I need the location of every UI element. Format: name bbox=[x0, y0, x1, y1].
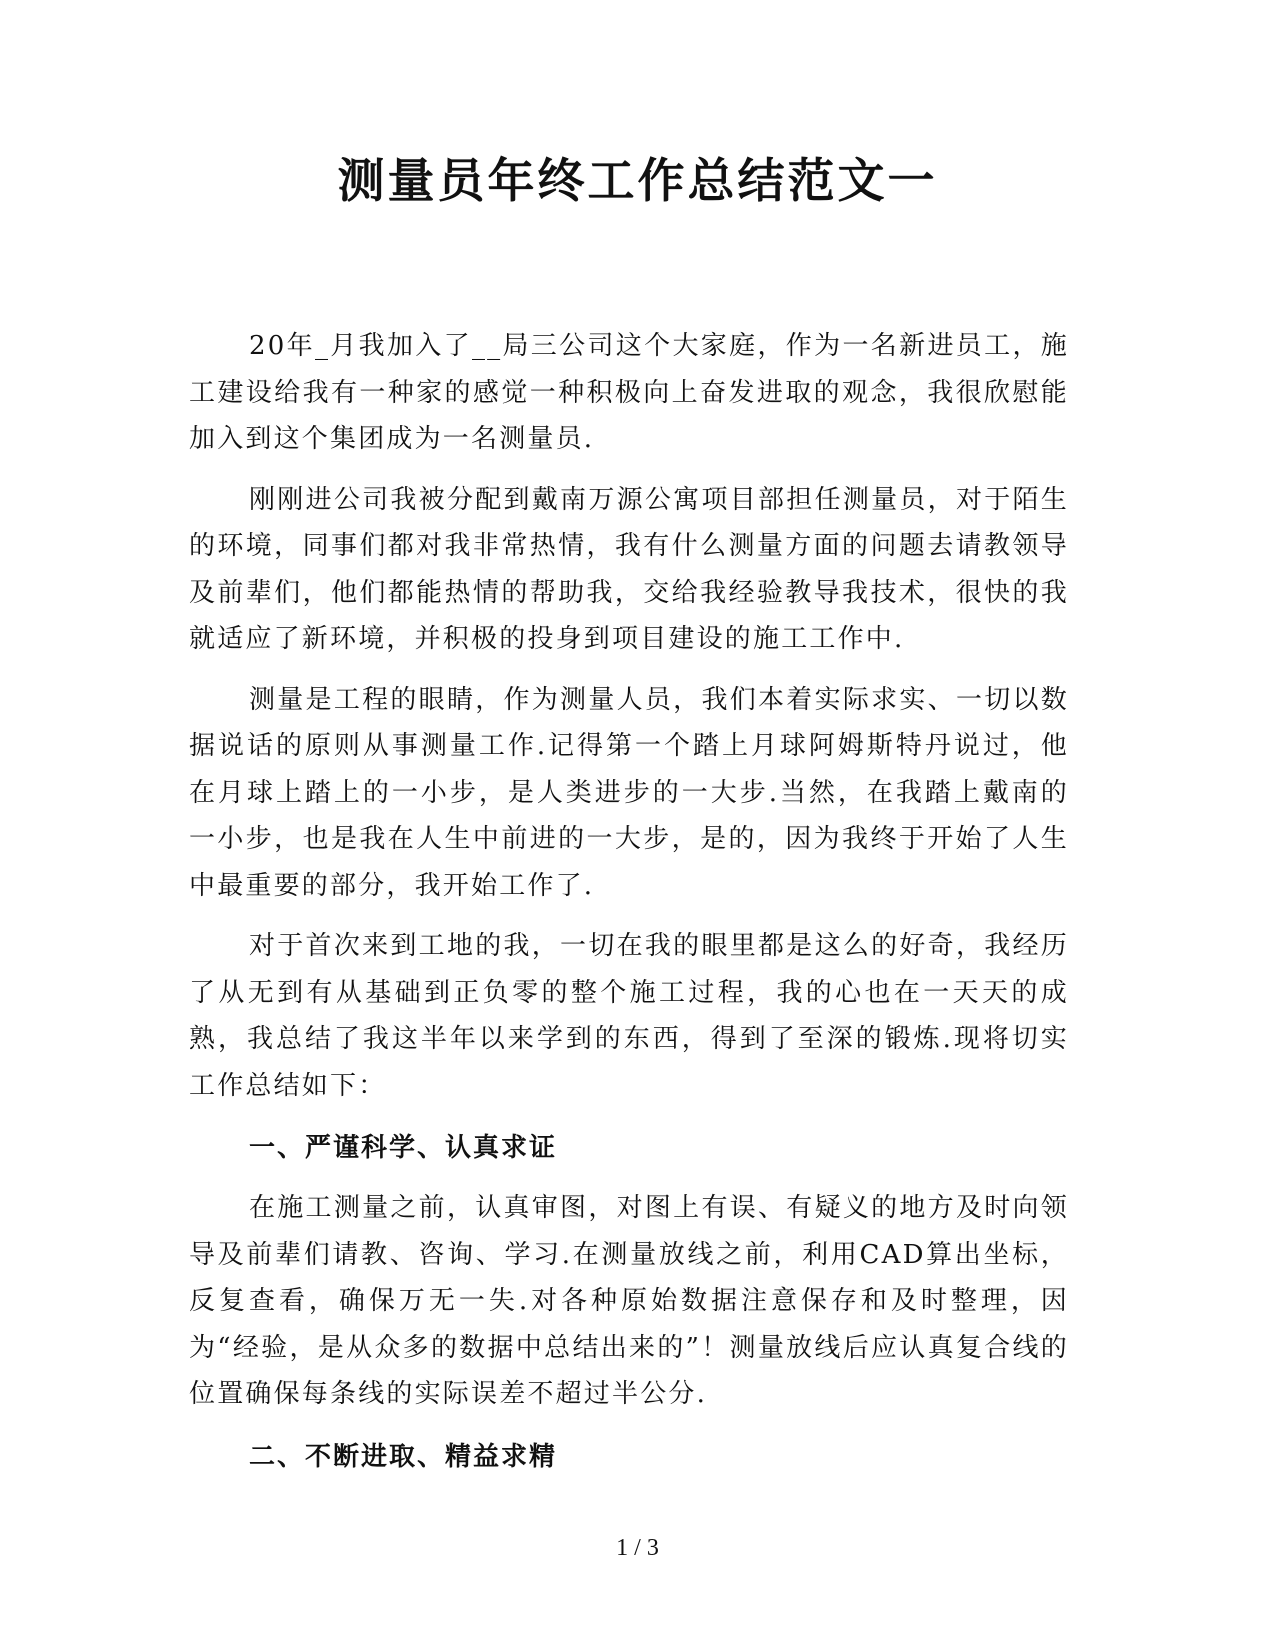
document-body bbox=[189, 323, 1069, 1494]
paragraph-rigorous: 在施工测量之前，认真审图，对图上有误、有疑义的地方及时向领导及前辈们请教、咨询、学习.在测量放线之前，利用CAD算出坐标，反复查看，确保万无一失.对各种原始数据注意保存和及时整理，因为“经验，是从众多的数据中总结出来的”！测量放线后应认真复合线的位置确保每条线的实际误差不超过半公分. bbox=[189, 1193, 1069, 1409]
document-title: 测量员年终工作总结范文一 bbox=[337, 154, 938, 209]
paragraph-joining-project: 刚刚进公司我被分配到戴南万源公寓项目部担任测量员，对于陌生的环境，同事们都对我非常热情，我有什么测量方面的问题去请教领导及前辈们，他们都能热情的帮助我，交给我经验教导我技术，很快的我就适应了新环境，并积极的投身到项目建设的施工工作中. bbox=[189, 484, 1069, 654]
section-heading-rigorous: 一、严谨科学、认真求证 bbox=[249, 1133, 558, 1163]
paragraph-intro: 20年_月我加入了__局三公司这个大家庭，作为一名新进员工，施工建设给我有一种家的感觉一种积极向上奋发进取的观念，我很欣慰能加入到这个集团成为一名测量员. bbox=[189, 331, 1069, 454]
paragraph-surveying-principle: 测量是工程的眼睛，作为测量人员，我们本着实际求实、一切以数据说话的原则从事测量工作.记得第一个踏上月球阿姆斯特丹说过，他在月球上踏上的一小步，是人类进步的一大步.当然，在我踏上戴南的一小步，也是我在人生中前进的一大步，是的，因为我终于开始了人生中最重要的部分，我开始工作了. bbox=[189, 684, 1069, 901]
paragraph-summary-intro: 对于首次来到工地的我，一切在我的眼里都是这么的好奇，我经历了从无到有从基础到正负零的整个施工过程，我的心也在一天天的成熟，我总结了我这半年以来学到的东西，得到了至深的锻炼.现将切实工作总结如下： bbox=[189, 931, 1069, 1101]
section-heading-progress: 二、不断进取、精益求精 bbox=[249, 1441, 558, 1472]
page-number: 1 / 3 bbox=[616, 1535, 659, 1561]
